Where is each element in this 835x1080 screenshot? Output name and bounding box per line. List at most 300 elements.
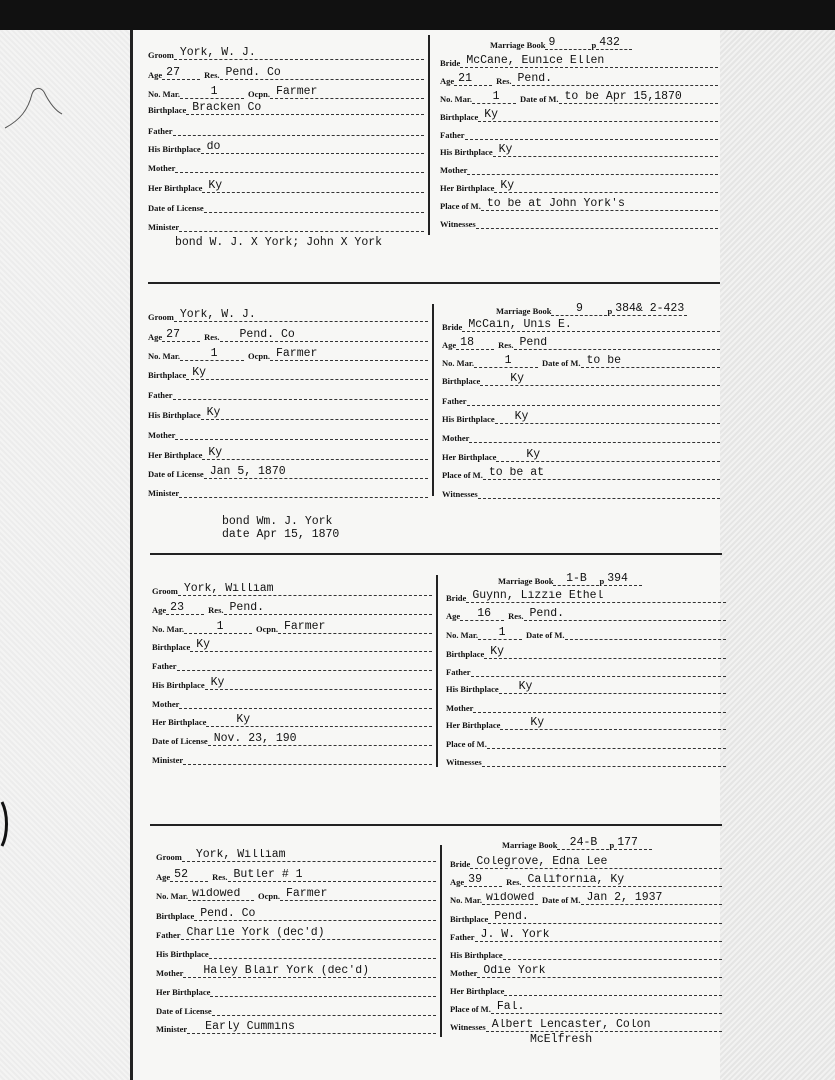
- groom-ocpn: Farmer: [270, 348, 428, 361]
- bride-witnesses-row: [442, 483, 720, 499]
- witnesses-label: Witnesses: [442, 489, 478, 499]
- bride-witnesses: [478, 498, 720, 499]
- groom-father-row: [156, 924, 436, 940]
- bride-name: Guynn, Lizzie Ethel: [466, 590, 726, 603]
- bride-date-of-m: to be: [581, 355, 720, 368]
- birthplace-label: Birthplace: [442, 376, 481, 386]
- groom-mother-row: [152, 693, 432, 709]
- groom-date-of-license: [212, 1015, 436, 1016]
- page-label: p: [609, 840, 615, 850]
- father-label: Father: [440, 130, 465, 140]
- father-label: Father: [148, 126, 173, 136]
- father-label: Father: [156, 930, 181, 940]
- groom-date-of-license: Jan 5, 1870: [204, 466, 428, 479]
- groom-her-birthplace-row: [156, 981, 436, 997]
- date-of-m-label: Date of M.: [542, 895, 581, 905]
- age-label: Age: [446, 611, 461, 621]
- groom-mother: [175, 172, 424, 173]
- bride-witnesses: [476, 228, 718, 229]
- groom-father: [177, 670, 432, 671]
- scan-right-margin: [720, 30, 835, 1080]
- birthplace-label: Birthplace: [148, 105, 187, 115]
- groom-license-row: [156, 1000, 436, 1016]
- groom-res: Pend. Co: [220, 329, 428, 342]
- groom-her-birthplace: Ky: [206, 714, 432, 727]
- no-mar-label: No. Mar.: [446, 630, 479, 640]
- groom-name: York, William: [182, 849, 436, 862]
- date-of-m-label: Date of M.: [542, 358, 581, 368]
- bride-label: Bride: [440, 58, 461, 68]
- her-birthplace-label: Her Birthplace: [442, 452, 497, 462]
- margin-binding-mark: [0, 800, 12, 850]
- groom-no-mar: 1: [184, 621, 252, 634]
- marriage-book-ref: [498, 570, 642, 586]
- no-mar-label: No. Mar.: [156, 891, 189, 901]
- father-label: Father: [446, 667, 471, 677]
- bride-age: 21: [454, 73, 492, 86]
- bride-mother: Odie York: [477, 965, 722, 978]
- marriage-book-number: 24-B: [557, 837, 609, 850]
- marriage-book-label: Marriage Book: [498, 576, 554, 586]
- no-mar-label: No. Mar.: [442, 358, 475, 368]
- marriage-book-page: 384& 2-423: [612, 303, 687, 316]
- groom-his-birthplace: Ky: [201, 407, 428, 420]
- bride-her-birthplace: Ky: [496, 449, 720, 462]
- bride-label: Bride: [450, 859, 471, 869]
- bride-res: Pend: [514, 337, 720, 350]
- groom-nomar-row: [156, 885, 436, 901]
- bride-birthplace: Pend.: [488, 911, 722, 924]
- bride-mother: [469, 442, 720, 443]
- ocpn-label: Ocpn.: [248, 351, 270, 361]
- her-birthplace-label: Her Birthplace: [446, 720, 501, 730]
- groom-her-birthplace: Ky: [202, 180, 424, 193]
- birthplace-label: Birthplace: [440, 112, 479, 122]
- mother-label: Mother: [442, 433, 470, 443]
- bride-mother: [467, 174, 718, 175]
- groom-birthplace-row: [152, 636, 432, 652]
- minister-label: Minister: [148, 222, 180, 232]
- bride-place-of-m: to be at: [483, 467, 720, 480]
- bride-name-row: [442, 316, 720, 332]
- groom-res: Pend.: [224, 602, 432, 615]
- bride-father: [467, 405, 720, 406]
- bride-birthplace: Ky: [478, 109, 718, 122]
- bride-mother-row: [446, 697, 726, 713]
- bride-place-of-m: [487, 748, 726, 749]
- groom-label: Groom: [152, 586, 178, 596]
- bride-her-birthplace-row: [440, 177, 718, 193]
- marriage-book-ref: [490, 34, 632, 50]
- bride-witnesses: [482, 766, 726, 767]
- bride-no-mar: widowed: [482, 892, 538, 905]
- date-of-m-label: Date of M.: [520, 94, 559, 104]
- groom-age-row: [148, 64, 424, 80]
- bride-witnesses-continued: McElfresh: [530, 1033, 593, 1046]
- bride-her-birthplace: [504, 995, 722, 996]
- groom-her-birthplace: Ky: [202, 447, 428, 460]
- bride-mother-row: [440, 159, 718, 175]
- res-label: Res.: [498, 340, 514, 350]
- witnesses-label: Witnesses: [446, 757, 482, 767]
- groom-license-row: [148, 197, 424, 213]
- birthplace-label: Birthplace: [446, 649, 485, 659]
- age-label: Age: [440, 76, 455, 86]
- bride-place-of-m-row: [442, 464, 720, 480]
- groom-birthplace: Ky: [190, 639, 432, 652]
- groom-label: Groom: [156, 852, 182, 862]
- bride-witnesses-row: [440, 213, 718, 229]
- age-label: Age: [156, 872, 171, 882]
- her-birthplace-label: Her Birthplace: [152, 717, 207, 727]
- bride-age: 39: [464, 874, 502, 887]
- groom-his-birthplace-row: [148, 404, 428, 420]
- bride-her-birthplace-row: [442, 446, 720, 462]
- groom-age-row: [156, 866, 436, 882]
- groom-no-mar: 1: [180, 348, 244, 361]
- groom-minister: Early Cummins: [187, 1021, 436, 1034]
- column-divider-3: [436, 575, 438, 767]
- groom-father: [173, 399, 428, 400]
- no-mar-label: No. Mar.: [148, 351, 181, 361]
- groom-mother: Haley Blair York (dec'd): [183, 965, 436, 978]
- page-label: p: [599, 576, 605, 586]
- bride-name-row: [450, 853, 722, 869]
- bride-date-of-m: to be Apr 15,1870: [559, 91, 718, 104]
- bride-father-row: [450, 926, 722, 942]
- res-label: Res.: [506, 877, 522, 887]
- father-label: Father: [148, 390, 173, 400]
- groom-res: Pend. Co: [220, 67, 424, 80]
- groom-age-row: [152, 599, 432, 615]
- no-mar-label: No. Mar.: [152, 624, 185, 634]
- bride-his-birthplace-row: [446, 678, 726, 694]
- res-label: Res.: [204, 70, 220, 80]
- groom-birthplace: Bracken Co: [186, 102, 424, 115]
- her-birthplace-label: Her Birthplace: [156, 987, 211, 997]
- her-birthplace-label: Her Birthplace: [450, 986, 505, 996]
- bride-nomar-row: [446, 624, 726, 640]
- place-of-m-label: Place of M.: [446, 739, 487, 749]
- marriage-book-page: 394: [604, 573, 642, 586]
- age-label: Age: [450, 877, 465, 887]
- groom-no-mar: widowed: [188, 888, 254, 901]
- date-of-m-label: Date of M.: [526, 630, 565, 640]
- column-divider-2: [432, 304, 434, 496]
- bride-nomar-row: [442, 352, 720, 368]
- groom-birthplace-row: [148, 99, 424, 115]
- bride-witnesses: Albert Lencaster, Colon: [486, 1019, 722, 1032]
- record-separator-2: [150, 553, 722, 555]
- bride-birthplace-row: [446, 643, 726, 659]
- groom-his-birthplace: do: [201, 141, 424, 154]
- bride-no-mar: 1: [478, 627, 522, 640]
- groom-her-birthplace-row: [148, 177, 424, 193]
- no-mar-label: No. Mar.: [148, 89, 181, 99]
- bride-res: Pend.: [512, 73, 718, 86]
- bride-her-birthplace: Ky: [500, 717, 726, 730]
- groom-label: Groom: [148, 312, 174, 322]
- bride-his-birthplace-row: [440, 141, 718, 157]
- bride-age-row: [440, 70, 718, 86]
- marriage-book-page: 177: [614, 837, 652, 850]
- his-birthplace-label: His Birthplace: [148, 410, 201, 420]
- bride-mother-row: [450, 962, 722, 978]
- groom-ocpn: Farmer: [278, 621, 432, 634]
- marriage-book-label: Marriage Book: [496, 306, 552, 316]
- groom-age: 23: [166, 602, 204, 615]
- bride-her-birthplace-row: [450, 980, 722, 996]
- groom-his-birthplace-row: [156, 943, 436, 959]
- groom-date-of-license: [204, 212, 424, 213]
- record-separator-3: [150, 824, 722, 826]
- mother-label: Mother: [446, 703, 474, 713]
- groom-name: York, William: [178, 583, 432, 596]
- bride-date-of-m: Jan 2, 1937: [581, 892, 722, 905]
- bride-birthplace-row: [442, 370, 720, 386]
- bride-father: [465, 139, 718, 140]
- place-of-m-label: Place of M.: [442, 470, 483, 480]
- bride-age: 16: [460, 608, 504, 621]
- bride-label: Bride: [442, 322, 463, 332]
- groom-no-mar: 1: [180, 86, 244, 99]
- bride-father: J. W. York: [475, 929, 722, 942]
- groom-license-row: [152, 730, 432, 746]
- date-of-license-label: Date of License: [156, 1006, 212, 1016]
- bride-father-row: [440, 124, 718, 140]
- scan-left-margin: [0, 30, 130, 1080]
- ocpn-label: Ocpn.: [258, 891, 280, 901]
- bride-age-row: [450, 871, 722, 887]
- marriage-book-label: Marriage Book: [490, 40, 546, 50]
- groom-her-birthplace-row: [148, 444, 428, 460]
- mother-label: Mother: [148, 163, 176, 173]
- his-birthplace-label: His Birthplace: [442, 414, 495, 424]
- bride-her-birthplace-row: [446, 714, 726, 730]
- groom-minister-row: [152, 749, 432, 765]
- groom-father: [173, 135, 424, 136]
- groom-name-row: [148, 44, 424, 60]
- groom-nomar-row: [152, 618, 432, 634]
- bride-age-row: [442, 334, 720, 350]
- father-label: Father: [450, 932, 475, 942]
- mother-label: Mother: [440, 165, 468, 175]
- groom-age: 27: [162, 329, 200, 342]
- groom-age: 52: [170, 869, 208, 882]
- witnesses-label: Witnesses: [450, 1022, 486, 1032]
- bride-place-of-m-row: [450, 998, 722, 1014]
- ocpn-label: Ocpn.: [248, 89, 270, 99]
- mother-label: Mother: [148, 430, 176, 440]
- groom-birthplace-row: [156, 905, 436, 921]
- date-of-license-label: Date of License: [148, 203, 204, 213]
- bride-his-birthplace: [503, 959, 722, 960]
- bride-place-of-m: to be at John York's: [481, 198, 718, 211]
- marriage-book-label: Marriage Book: [502, 840, 558, 850]
- bride-mother-row: [442, 427, 720, 443]
- groom-father-row: [148, 384, 428, 400]
- record-note: bond Wm. J. York date Apr 15, 1870: [222, 515, 340, 541]
- ocpn-label: Ocpn.: [256, 624, 278, 634]
- margin-pen-mark: [0, 80, 70, 140]
- marriage-book-ref: [496, 300, 687, 316]
- marriage-book-number: 9: [551, 303, 607, 316]
- groom-minister-row: [148, 216, 424, 232]
- bride-his-birthplace: Ky: [499, 681, 726, 694]
- groom-label: Groom: [148, 50, 174, 60]
- bride-witnesses-row: [446, 751, 726, 767]
- date-of-license-label: Date of License: [152, 736, 208, 746]
- page-label: p: [607, 306, 613, 316]
- age-label: Age: [442, 340, 457, 350]
- groom-her-birthplace-row: [152, 711, 432, 727]
- groom-father-row: [148, 120, 424, 136]
- groom-ocpn: Farmer: [270, 86, 424, 99]
- groom-his-birthplace: [209, 958, 436, 959]
- groom-name-row: [156, 846, 436, 862]
- groom-minister: [179, 231, 424, 232]
- bride-label: Bride: [446, 593, 467, 603]
- his-birthplace-label: His Birthplace: [148, 144, 201, 154]
- res-label: Res.: [204, 332, 220, 342]
- age-label: Age: [148, 332, 163, 342]
- bride-father: [471, 676, 726, 677]
- bride-his-birthplace-row: [442, 408, 720, 424]
- groom-nomar-row: [148, 345, 428, 361]
- birthplace-label: Birthplace: [148, 370, 187, 380]
- res-label: Res.: [508, 611, 524, 621]
- her-birthplace-label: Her Birthplace: [440, 183, 495, 193]
- bride-age-row: [446, 605, 726, 621]
- minister-label: Minister: [148, 488, 180, 498]
- bride-name: McCane, Eunice Ellen: [460, 55, 718, 68]
- groom-name-row: [152, 580, 432, 596]
- bride-father-row: [446, 661, 726, 677]
- record-separator-1: [148, 282, 720, 284]
- her-birthplace-label: Her Birthplace: [148, 450, 203, 460]
- groom-age-row: [148, 326, 428, 342]
- res-label: Res.: [496, 76, 512, 86]
- bride-date-of-m: [565, 639, 726, 640]
- groom-his-birthplace-row: [148, 138, 424, 154]
- res-label: Res.: [208, 605, 224, 615]
- date-of-license-label: Date of License: [148, 469, 204, 479]
- page-label: p: [591, 40, 597, 50]
- groom-minister: [183, 764, 432, 765]
- groom-his-birthplace-row: [152, 674, 432, 690]
- bride-his-birthplace: Ky: [493, 144, 718, 157]
- groom-nomar-row: [148, 83, 424, 99]
- groom-minister: [179, 497, 428, 498]
- groom-minister-row: [148, 482, 428, 498]
- groom-her-birthplace: [210, 996, 436, 997]
- groom-father-row: [152, 655, 432, 671]
- bride-name-row: [440, 52, 718, 68]
- res-label: Res.: [212, 872, 228, 882]
- groom-ocpn: Farmer: [280, 888, 436, 901]
- bride-nomar-row: [450, 889, 722, 905]
- his-birthplace-label: His Birthplace: [152, 680, 205, 690]
- bride-his-birthplace-row: [450, 944, 722, 960]
- groom-mother-row: [156, 962, 436, 978]
- bride-name-row: [446, 587, 726, 603]
- card-left-border: [130, 30, 133, 1080]
- bride-name: McCain, Unis E.: [462, 319, 720, 332]
- bride-place-of-m: Fal.: [491, 1001, 722, 1014]
- groom-father: Charlie York (dec'd): [181, 927, 436, 940]
- bride-res: Pend.: [524, 608, 726, 621]
- groom-name-row: [148, 306, 428, 322]
- father-label: Father: [442, 396, 467, 406]
- age-label: Age: [148, 70, 163, 80]
- bride-witnesses-row: [450, 1016, 722, 1032]
- groom-birthplace-row: [148, 364, 428, 380]
- groom-minister-row: [156, 1018, 436, 1034]
- father-label: Father: [152, 661, 177, 671]
- age-label: Age: [152, 605, 167, 615]
- groom-his-birthplace: Ky: [205, 677, 432, 690]
- birthplace-label: Birthplace: [156, 911, 195, 921]
- column-divider-1: [428, 35, 430, 235]
- bride-no-mar: 1: [472, 91, 516, 104]
- bride-birthplace-row: [450, 908, 722, 924]
- groom-date-of-license: Nov. 23, 190: [208, 733, 432, 746]
- groom-mother-row: [148, 424, 428, 440]
- bride-res: California, Ky: [522, 874, 722, 887]
- groom-mother: [179, 708, 432, 709]
- bride-name: Colegrove, Edna Lee: [470, 856, 722, 869]
- groom-mother: [175, 439, 428, 440]
- marriage-book-ref: [502, 834, 652, 850]
- groom-birthplace: Ky: [186, 367, 428, 380]
- scan-top-edge: [0, 0, 835, 30]
- bride-birthplace: Ky: [484, 646, 726, 659]
- bride-nomar-row: [440, 88, 718, 104]
- bride-place-of-m-row: [446, 733, 726, 749]
- mother-label: Mother: [152, 699, 180, 709]
- marriage-book-number: 1-B: [553, 573, 599, 586]
- bride-mother: [473, 712, 726, 713]
- bride-no-mar: 1: [474, 355, 538, 368]
- bride-her-birthplace: Ky: [494, 180, 718, 193]
- column-divider-4: [440, 845, 442, 1037]
- her-birthplace-label: Her Birthplace: [148, 183, 203, 193]
- record-note: bond W. J. X York; John X York: [175, 236, 383, 249]
- groom-name: York, W. J.: [174, 47, 424, 60]
- his-birthplace-label: His Birthplace: [440, 147, 493, 157]
- groom-license-row: [148, 463, 428, 479]
- groom-birthplace: Pend. Co: [194, 908, 436, 921]
- bride-age: 18: [456, 337, 494, 350]
- groom-res: Butler # 1: [228, 869, 436, 882]
- minister-label: Minister: [152, 755, 184, 765]
- bride-birthplace-row: [440, 106, 718, 122]
- his-birthplace-label: His Birthplace: [446, 684, 499, 694]
- birthplace-label: Birthplace: [450, 914, 489, 924]
- place-of-m-label: Place of M.: [450, 1004, 491, 1014]
- his-birthplace-label: His Birthplace: [450, 950, 503, 960]
- his-birthplace-label: His Birthplace: [156, 949, 209, 959]
- mother-label: Mother: [156, 968, 184, 978]
- groom-name: York, W. J.: [174, 309, 428, 322]
- groom-age: 27: [162, 67, 200, 80]
- place-of-m-label: Place of M.: [440, 201, 481, 211]
- mother-label: Mother: [450, 968, 478, 978]
- groom-mother-row: [148, 157, 424, 173]
- minister-label: Minister: [156, 1024, 188, 1034]
- no-mar-label: No. Mar.: [440, 94, 473, 104]
- bride-birthplace: Ky: [480, 373, 720, 386]
